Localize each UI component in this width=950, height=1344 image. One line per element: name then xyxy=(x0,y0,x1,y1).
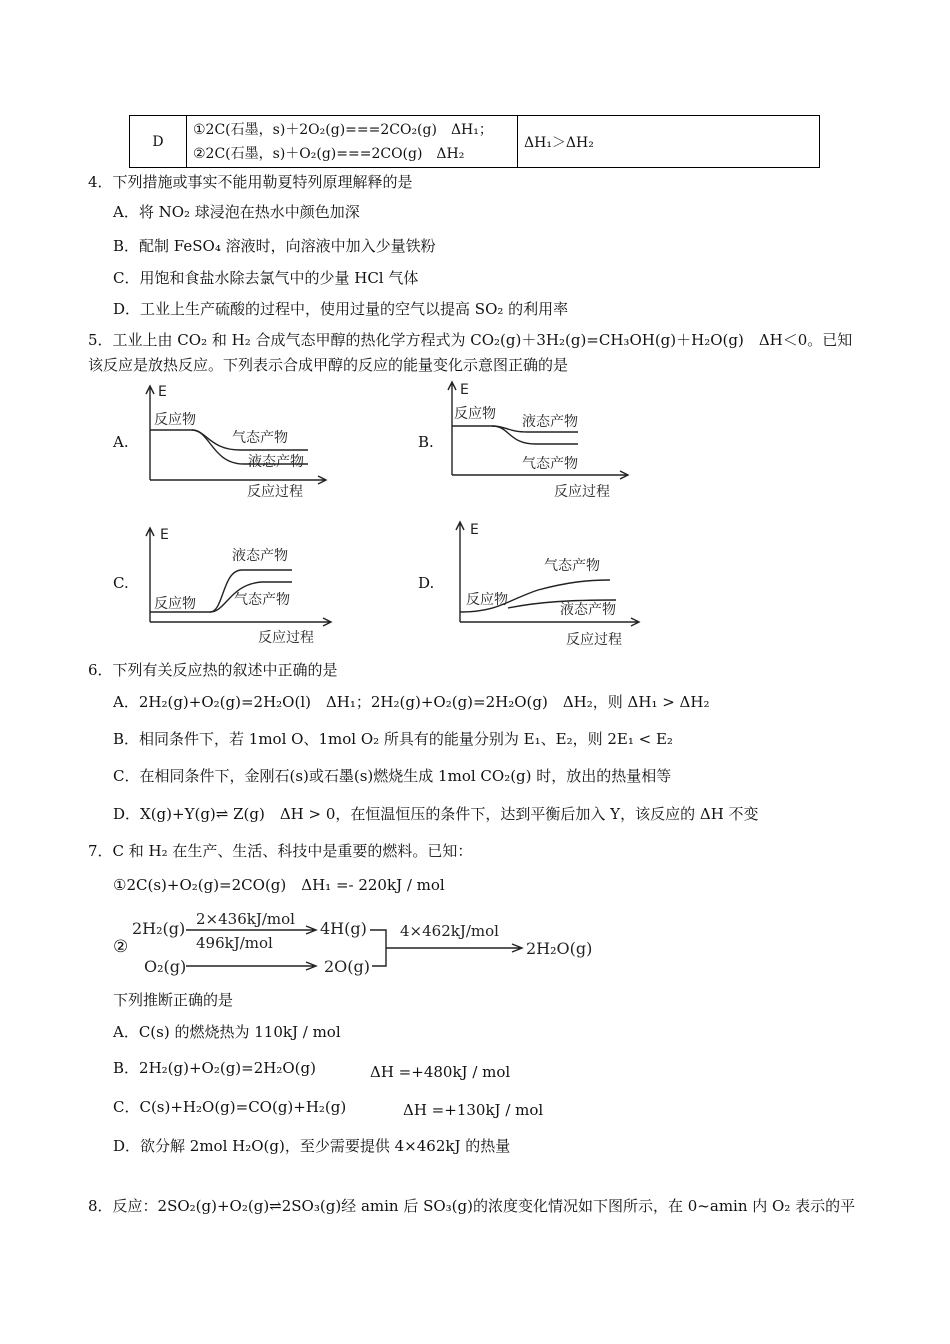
o-atoms: 2O(g) xyxy=(324,957,371,976)
q5-option-b-label: B. xyxy=(418,433,434,451)
row-equation-1: ①2C(石墨，s)＋2O₂(g)===2CO₂(g) ΔH₁； xyxy=(193,121,493,138)
reactant-label: 反应物 xyxy=(154,412,196,428)
row-equation-2: ②2C(石墨，s)＋O₂(g)===2CO(g) ΔH₂ xyxy=(193,145,465,162)
q6-stem: 6．下列有关反应热的叙述中正确的是 xyxy=(88,661,338,679)
q5-option-a-label: A. xyxy=(113,433,129,451)
q4-option-d: D．工业上生产硫酸的过程中，使用过量的空气以提高 SO₂ 的利用率 xyxy=(113,300,569,318)
q6-option-c: C．在相同条件下，金刚石(s)或石墨(s)燃烧生成 1mol CO₂(g) 时，放出的热量相等 xyxy=(113,767,672,785)
q7-stem: 7．C 和 H₂ 在生产、生活、科技中是重要的燃料。已知： xyxy=(88,842,473,860)
row-conclusion: ΔH₁＞ΔH₂ xyxy=(518,116,820,168)
upper-product-label: 气态产物 xyxy=(544,558,600,574)
lower-product-label: 气态产物 xyxy=(522,456,578,472)
oh-bond-energy-label: 4×462kJ/mol xyxy=(400,922,499,940)
q7-option-a: A．C(s) 的燃烧热为 110kJ / mol xyxy=(113,1023,341,1041)
q4-option-b: B．配制 FeSO₄ 溶液时，向溶液中加入少量铁粉 xyxy=(113,237,436,255)
q7-prompt: 下列推断正确的是 xyxy=(113,991,234,1009)
q6-option-a: A．2H₂(g)+O₂(g)=2H₂O(l) ΔH₁；2H₂(g)+O₂(g)=2H₂O(g) ΔH₂，则 ΔH₁ > ΔH₂ xyxy=(113,693,710,711)
y-axis-label: E xyxy=(160,527,169,543)
reactant-label: 反应物 xyxy=(154,596,196,612)
h2-bond-energy-label: 2×436kJ/mol xyxy=(196,910,295,928)
q7-option-d: D．欲分解 2mol H₂O(g)，至少需要提供 4×462kJ 的热量 xyxy=(113,1137,511,1155)
upper-product-label: 液态产物 xyxy=(522,414,578,430)
y-axis-label: E xyxy=(158,384,167,400)
x-axis-label: 反应过程 xyxy=(247,484,303,500)
q7-option-c-enthalpy: ΔH =+130kJ / mol xyxy=(403,1101,544,1119)
y-axis-label: E xyxy=(460,382,469,398)
q4-option-a: A．将 NO₂ 球浸泡在热水中颜色加深 xyxy=(113,203,360,221)
bond-energy-flow-diagram xyxy=(128,902,608,982)
q7-option-c-equation: C．C(s)+H₂O(g)=CO(g)+H₂(g) xyxy=(113,1098,347,1116)
q4-stem: 4．下列措施或事实不能用勒夏特列原理解释的是 xyxy=(88,173,413,191)
o2-species: O₂(g) xyxy=(144,957,187,976)
lower-product-label: 气态产物 xyxy=(234,592,290,608)
q5-option-c-label: C. xyxy=(113,574,129,592)
q5-stem-line2: 该反应是放热反应。下列表示合成甲醇的反应的能量变化示意图正确的是 xyxy=(88,356,569,374)
energy-diagram-d xyxy=(448,518,648,648)
comparison-table-row xyxy=(129,115,820,168)
q4-option-c: C．用饱和食盐水除去氯气中的少量 HCl 气体 xyxy=(113,269,419,287)
reactant-label: 反应物 xyxy=(466,592,508,608)
lower-product-label: 液态产物 xyxy=(248,454,304,470)
q7-circle-2: ② xyxy=(113,937,129,957)
water-product: 2H₂O(g) xyxy=(526,939,593,958)
energy-diagram-c xyxy=(140,522,340,647)
row-label: D xyxy=(130,116,187,168)
energy-diagram-a xyxy=(140,380,330,505)
q6-option-d: D．X(g)+Y(g)⇌ Z(g) ΔH > 0，在恒温恒压的条件下，达到平衡后加入 Y，该反应的 ΔH 不变 xyxy=(113,805,759,823)
y-axis-label: E xyxy=(470,522,479,538)
o2-arrow xyxy=(186,962,316,970)
q7-equation-1: ①2C(s)+O₂(g)=2CO(g) ΔH₁ =- 220kJ / mol xyxy=(113,876,445,894)
energy-diagram-b xyxy=(442,380,632,505)
q8-stem: 8．反应：2SO₂(g)+O₂(g)⇌2SO₃(g)经 amin 后 SO₃(g)的浓度变化情况如下图所示，在 0~amin 内 O₂ 表示的平 xyxy=(88,1197,856,1215)
h2-species: 2H₂(g) xyxy=(132,919,186,938)
o2-bond-energy-label: 496kJ/mol xyxy=(196,934,273,952)
upper-product-label: 气态产物 xyxy=(232,430,288,446)
q5-option-d-label: D. xyxy=(418,574,435,592)
q7-option-b-equation: B．2H₂(g)+O₂(g)=2H₂O(g) xyxy=(113,1059,316,1077)
upper-product-label: 液态产物 xyxy=(232,548,288,564)
x-axis-label: 反应过程 xyxy=(258,630,314,646)
x-axis-label: 反应过程 xyxy=(566,632,622,648)
reactant-label: 反应物 xyxy=(454,406,496,422)
q5-stem-line1: 5．工业上由 CO₂ 和 H₂ 合成气态甲醇的热化学方程式为 CO₂(g)＋3H₂(g)=CH₃OH(g)＋H₂O(g) ΔH＜0。已知 xyxy=(88,331,853,349)
x-axis-label: 反应过程 xyxy=(554,484,610,500)
q6-option-b: B．相同条件下，若 1mol O、1mol O₂ 所具有的能量分别为 E₁、E₂，则 2E₁ < E₂ xyxy=(113,730,673,748)
h-atoms: 4H(g) xyxy=(320,919,367,938)
q7-option-b-enthalpy: ΔH =+480kJ / mol xyxy=(370,1063,511,1081)
lower-product-label: 液态产物 xyxy=(560,602,616,618)
